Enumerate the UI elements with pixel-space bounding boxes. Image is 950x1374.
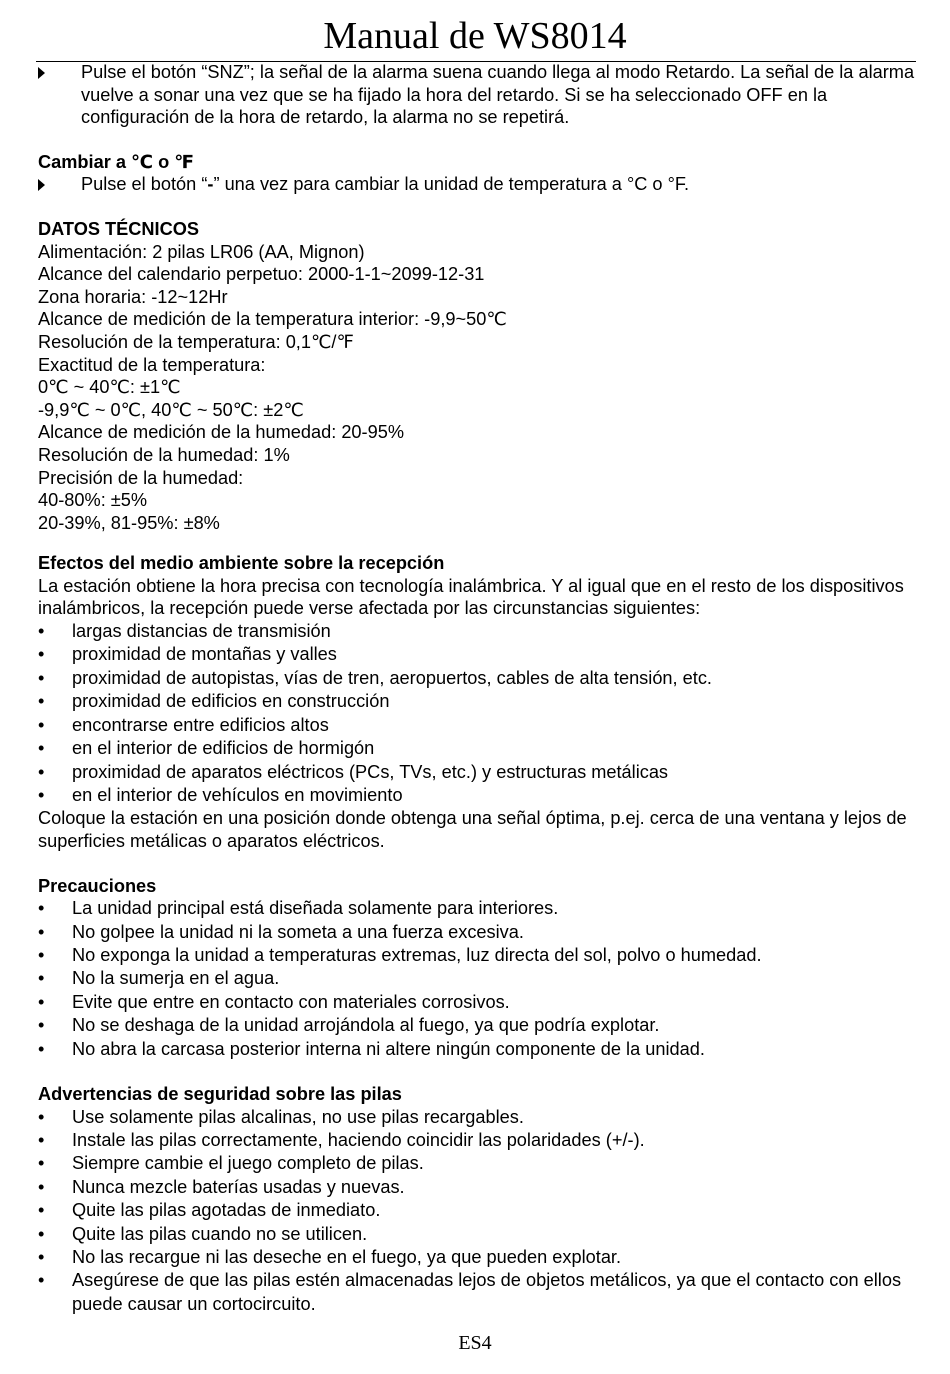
battery-warning-list-item: • Use solamente pilas alcalinas, no use pilas recargables. — [38, 1106, 918, 1129]
tech-data-line: Alcance del calendario perpetuo: 2000-1-1~2099-12-31 — [38, 264, 485, 285]
tech-data-line: Precisión de la humedad: — [38, 467, 244, 488]
snooze-instruction — [38, 61, 918, 129]
precaution-list-item: • No exponga la unidad a temperaturas extremas, luz directa del sol, polvo o humedad. — [38, 944, 918, 967]
unit-change-text-before: Pulse el botón “ — [81, 174, 208, 195]
environment-list-item: • en el interior de vehículos en movimiento — [38, 784, 918, 807]
snooze-text: Pulse el botón “SNZ”; la señal de la alarma suena cuando llega al modo Retardo. La señal de la alarma vuelve a sonar una vez que se ha fijado la hora del retardo. Si se ha seleccionado OFF en la configuración de la hora de retardo, la alarma no se repetirá. — [81, 62, 915, 128]
tech-data-line: Alimentación: 2 pilas LR06 (AA, Mignon) — [38, 241, 365, 262]
battery-list — [38, 1106, 918, 1317]
precautions-heading: Precauciones — [38, 875, 157, 896]
tech-data-line: Alcance de medición de la temperatura interior: -9,9~50℃ — [38, 309, 507, 330]
tech-data-line: Resolución de la humedad: 1% — [38, 444, 290, 465]
environment-list-item: • proximidad de autopistas, vías de tren, aeropuertos, cables de alta tensión, etc. — [38, 667, 918, 690]
battery-warning-list-item: • No las recargue ni las deseche en el fuego, ya que pueden explotar. — [38, 1246, 918, 1269]
minus-key-label: - — [207, 174, 214, 195]
page-number: ES4 — [458, 1332, 492, 1354]
page-title: Manual de WS8014 — [323, 15, 627, 57]
environment-intro: La estación obtiene la hora precisa con tecnología inalámbrica. Y al igual que en el resto de los dispositivos inalámbricos, la recepción puede verse afectada por las circunstancias siguientes: — [38, 575, 904, 619]
precautions-list — [38, 897, 918, 1061]
battery-warning-list-item: • Instale las pilas correctamente, haciendo coincidir las polaridades (+/-). — [38, 1129, 918, 1152]
tech-data-line: Alcance de medición de la humedad: 20-95% — [38, 422, 405, 443]
precaution-list-item: • Evite que entre en contacto con materiales corrosivos. — [38, 991, 918, 1014]
precaution-list-item: • No la sumerja en el agua. — [38, 967, 918, 990]
environment-list-item: • largas distancias de transmisión — [38, 620, 918, 643]
tech-data-heading: DATOS TÉCNICOS — [38, 218, 200, 239]
page-content — [38, 61, 918, 1316]
precaution-list-item: • No abra la carcasa posterior interna ni altere ningún componente de la unidad. — [38, 1038, 918, 1061]
tech-data-list — [38, 241, 918, 535]
tech-data-line: Resolución de la temperatura: 0,1℃/℉ — [38, 331, 354, 352]
environment-list — [38, 620, 918, 807]
battery-warning-list-item: • Siempre cambie el juego completo de pilas. — [38, 1152, 918, 1175]
tech-data-line: 20-39%, 81-95%: ±8% — [38, 512, 220, 533]
environment-list-item: • encontrarse entre edificios altos — [38, 714, 918, 737]
environment-list-item: • proximidad de aparatos eléctricos (PCs, TVs, etc.) y estructuras metálicas — [38, 761, 918, 784]
environment-outro: Coloque la estación en una posición donde obtenga una señal óptima, p.ej. cerca de una ventana y lejos de superficies metálicas o aparatos eléctricos. — [38, 808, 907, 851]
arrow-bullet-icon — [38, 67, 45, 79]
arrow-bullet-icon — [38, 179, 45, 191]
precaution-list-item: • No golpee la unidad ni la someta a una fuerza excesiva. — [38, 921, 918, 944]
unit-change-heading: Cambiar a ℃ o ℉ — [38, 151, 194, 172]
battery-heading: Advertencias de seguridad sobre las pilas — [38, 1083, 402, 1104]
precaution-list-item: • No se deshaga de la unidad arrojándola al fuego, ya que podría explotar. — [38, 1014, 918, 1037]
tech-data-line: 40-80%: ±5% — [38, 490, 148, 511]
tech-data-line: -9,9℃ ~ 0℃, 40℃ ~ 50℃: ±2℃ — [38, 399, 304, 420]
tech-data-line: 0℃ ~ 40℃: ±1℃ — [38, 377, 181, 398]
battery-warning-list-item: • Nunca mezcle baterías usadas y nuevas. — [38, 1176, 918, 1199]
tech-data-line: Zona horaria: -12~12Hr — [38, 286, 228, 307]
environment-list-item: • proximidad de edificios en construcción — [38, 690, 918, 713]
unit-change-instruction — [38, 173, 918, 196]
environment-heading: Efectos del medio ambiente sobre la recepción — [38, 553, 445, 574]
battery-warning-list-item: • Asegúrese de que las pilas estén almacenadas lejos de objetos metálicos, ya que el contacto con ellos puede causar un cortocircuito. — [38, 1269, 918, 1316]
tech-data-line: Exactitud de la temperatura: — [38, 354, 266, 375]
battery-warning-list-item: • Quite las pilas agotadas de inmediato. — [38, 1199, 918, 1222]
unit-change-text-after: ” una vez para cambiar la unidad de temperatura a °C o °F. — [213, 174, 689, 195]
environment-list-item: • proximidad de montañas y valles — [38, 643, 918, 666]
precaution-list-item: • La unidad principal está diseñada solamente para interiores. — [38, 897, 918, 920]
battery-warning-list-item: • Quite las pilas cuando no se utilicen. — [38, 1223, 918, 1246]
environment-list-item: • en el interior de edificios de hormigón — [38, 737, 918, 760]
